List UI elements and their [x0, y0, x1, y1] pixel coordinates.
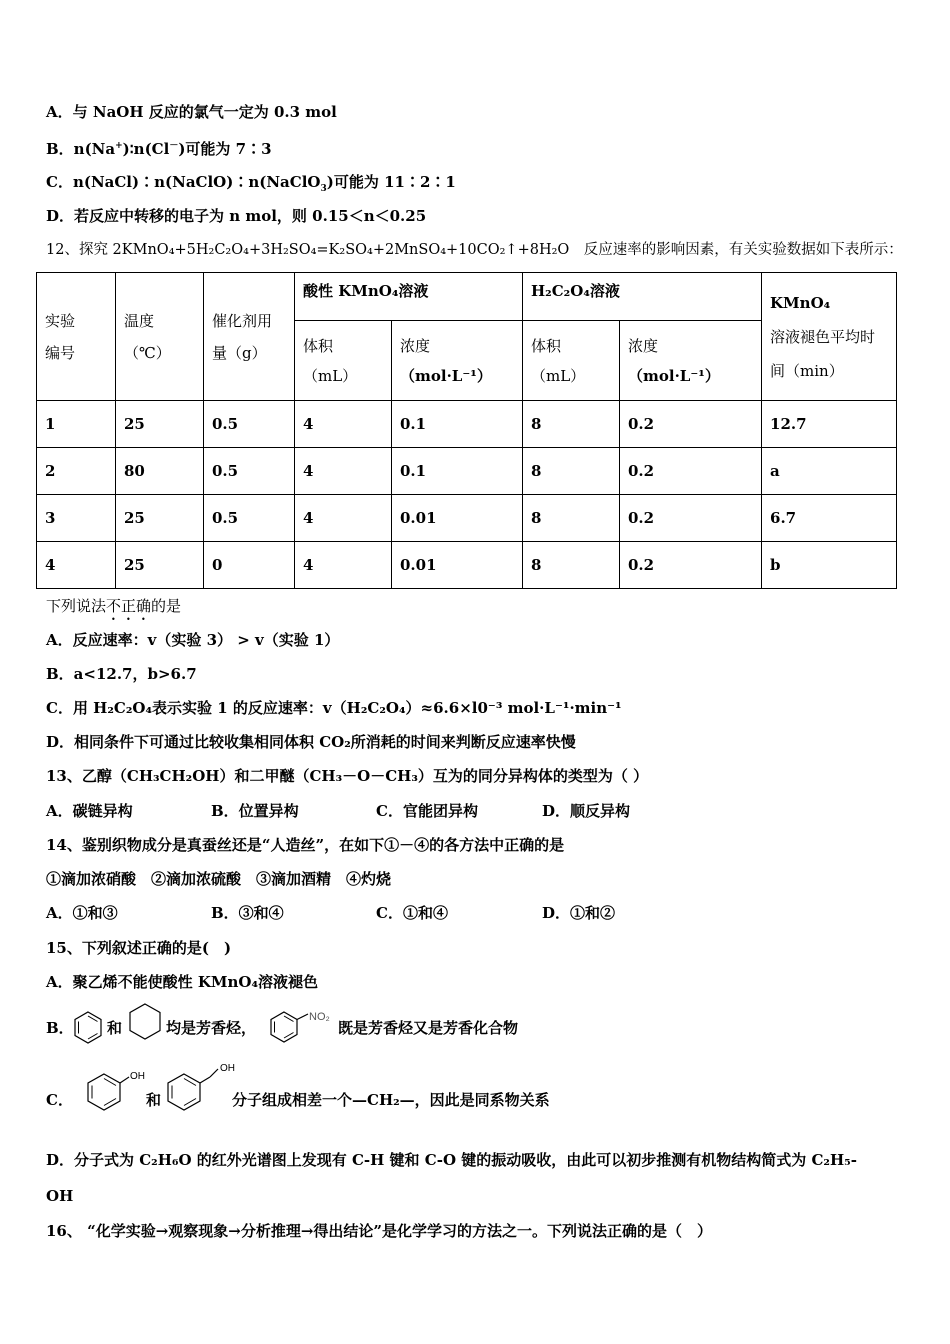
q12-option-d: D．相同条件下可通过比较收集相同体积 CO₂所消耗的时间来判断反应速率快慢 [46, 733, 576, 751]
q13-option-b: B．位置异构 [211, 802, 299, 820]
q13-option-c: C．官能团异构 [376, 802, 478, 820]
q12-prompt: 下列说法不正确的是 [46, 597, 182, 615]
q12-option-c: C．用 H₂C₂O₄表示实验 1 的反应速率：v（H₂C₂O₄）≈6.6×l0⁻³ mol·L⁻¹·min⁻¹ [46, 699, 622, 717]
header-temp: 温度 （℃） [116, 273, 204, 401]
header-kmno4-volume: 体积 （mL） [295, 321, 392, 401]
q14-stem: 14、鉴别织物成分是真蚕丝还是“人造丝”，在如下①－④的各方法中正确的是 [46, 836, 565, 854]
header-h2c2o4-volume: 体积 （mL） [523, 321, 620, 401]
q15-option-b-and: 和 [107, 1019, 123, 1037]
benzene-structure [72, 1010, 104, 1046]
q14-methods: ①滴加浓硝酸 ②滴加浓硫酸 ③滴加酒精 ④灼烧 [46, 870, 392, 888]
q11-option-c: C．n(NaCl)∶n(NaClO)∶n(NaClO$_3$)可能为 11∶2∶1 [46, 173, 456, 194]
table-row: 4 25 0 4 0.01 8 0.2 b [37, 542, 897, 589]
q15-option-c-label: C． [46, 1091, 73, 1109]
q15-option-b-post: 既是芳香烃又是芳香化合物 [338, 1019, 519, 1037]
q16-stem: 16、 “化学实验→观察现象→分析推理→得出结论”是化学学习的方法之一。下列说法正确的是（ ） [46, 1222, 713, 1240]
q13-option-d: D．顺反异构 [542, 802, 631, 820]
header-h2c2o4-solution: H₂C₂O₄溶液 [523, 273, 762, 321]
q15-option-b-label: B． [46, 1019, 74, 1037]
q11-option-b: B．n(Na+)∶n(Cl－)可能为 7∶3 [46, 140, 272, 158]
q13-option-a: A．碳链异构 [46, 802, 133, 820]
q15-option-c-post: 分子组成相差一个—CH₂—，因此是同系物关系 [232, 1091, 550, 1109]
experiment-table [36, 272, 897, 589]
q11-option-d: D．若反应中转移的电子为 n mol，则 0.15＜n＜0.25 [46, 207, 427, 225]
phenol-oh-label: OH [130, 1071, 145, 1082]
header-kmno4-solution: 酸性 KMnO₄溶液 [295, 273, 523, 321]
q15-option-b-mid: 均是芳香烃， [166, 1019, 257, 1037]
header-catalyst: 催化剂用 量（g） [204, 273, 295, 401]
table-row: 3 25 0.5 4 0.01 8 0.2 6.7 [37, 495, 897, 542]
q15-option-c-and: 和 [146, 1091, 162, 1109]
q13-stem: 13、乙醇（CH₃CH₂OH）和二甲醚（CH₃－O－CH₃）互为的同分异构体的类型为（ ） [46, 767, 649, 785]
table-row: 1 25 0.5 4 0.1 8 0.2 12.7 [37, 401, 897, 448]
phenol-structure [76, 1066, 152, 1114]
header-kmno4-conc: 浓度 （mol·L⁻¹） [392, 321, 523, 401]
q12-option-a: A．反应速率：v（实验 3） > v（实验 1） [46, 631, 340, 649]
table-row: 2 80 0.5 4 0.1 8 0.2 a [37, 448, 897, 495]
q15-option-d-line1: D．分子式为 C₂H₆O 的红外光谱图上发现有 C-H 键和 C-O 键的振动吸收，由此可以初步推测有机物结构简式为 C₂H₅- [46, 1151, 857, 1169]
benzyl-alcohol-structure [164, 1060, 240, 1114]
header-h2c2o4-conc: 浓度 （mol·L⁻¹） [620, 321, 762, 401]
q11-option-a: A．与 NaOH 反应的氯气一定为 0.3 mol [46, 103, 337, 121]
benzyl-oh-label: OH [220, 1063, 235, 1074]
header-exp-no: 实验 编号 [37, 273, 116, 401]
q15-option-a: A．聚乙烯不能使酸性 KMnO₄溶液褪色 [46, 973, 319, 991]
q15-stem: 15、下列叙述正确的是( ) [46, 939, 232, 957]
q12-stem: 12、探究 2KMnO₄+5H₂C₂O₄+3H₂SO₄=K₂SO₄+2MnSO₄+10CO₂↑+8H₂O 反应速率的影响因素，有关实验数据如下表所示： [46, 242, 903, 258]
nitrobenzene-structure [266, 1008, 338, 1046]
q15-option-d-line2: OH [46, 1187, 74, 1205]
q14-option-a: A．①和③ [46, 904, 118, 922]
q12-option-b: B．a<12.7，b>6.7 [46, 665, 197, 683]
q14-option-d: D．①和② [542, 904, 616, 922]
no2-label: NO₂ [309, 1011, 330, 1023]
q14-option-c: C．①和④ [376, 904, 448, 922]
cyclohexane-structure [127, 1002, 163, 1042]
header-fade-time: KMnO₄ 溶液褪色平均时 间（min） [762, 273, 897, 401]
q14-option-b: B．③和④ [211, 904, 284, 922]
